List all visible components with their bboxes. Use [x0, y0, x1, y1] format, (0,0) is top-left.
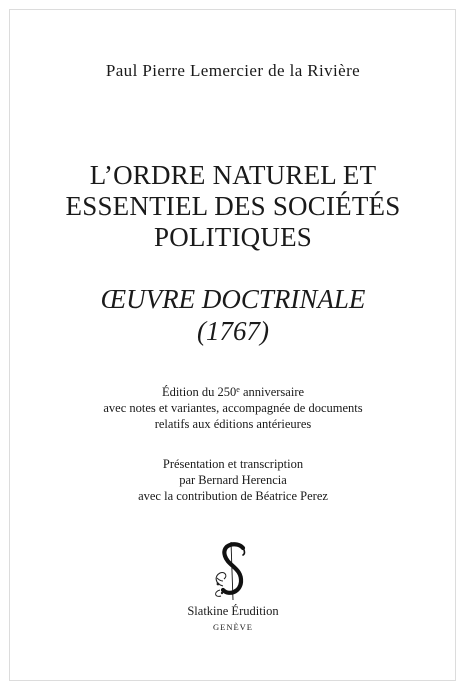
- edition-line-1-suffix: anniversaire: [239, 385, 305, 399]
- edition-note: [0, 384, 466, 432]
- publisher-name: Slatkine Érudition: [187, 604, 279, 618]
- title-line-2: ESSENTIEL DES SOCIÉTÉS: [65, 191, 401, 221]
- credits-line-1: Présentation et transcription: [162, 457, 304, 471]
- publisher-city: GENÈVE: [213, 622, 253, 632]
- title-line-1: L’ORDRE NATUREL ET: [89, 160, 377, 190]
- slatkine-s-logo-icon: [209, 540, 257, 602]
- edition-line-1: [0, 384, 466, 400]
- book-subtitle: [0, 283, 466, 347]
- title-line-3: POLITIQUES: [154, 222, 312, 252]
- book-title: [0, 160, 466, 253]
- subtitle-line-1: ŒUVRE DOCTRINALE: [100, 284, 366, 314]
- edition-line-1-prefix: Édition du 250: [161, 385, 237, 399]
- subtitle-line-2: (1767): [197, 316, 269, 346]
- edition-line-2: avec notes et variantes, accompagnée de documents: [103, 401, 363, 415]
- credits-line-2: par Bernard Herencia: [179, 473, 287, 487]
- credits-line-3: avec la contribution de Béatrice Perez: [138, 489, 328, 503]
- credits-block: [0, 456, 466, 504]
- author-name: Paul Pierre Lemercier de la Rivière: [105, 61, 361, 80]
- edition-superscript: e: [236, 385, 240, 394]
- edition-line-3: relatifs aux éditions antérieures: [154, 417, 312, 431]
